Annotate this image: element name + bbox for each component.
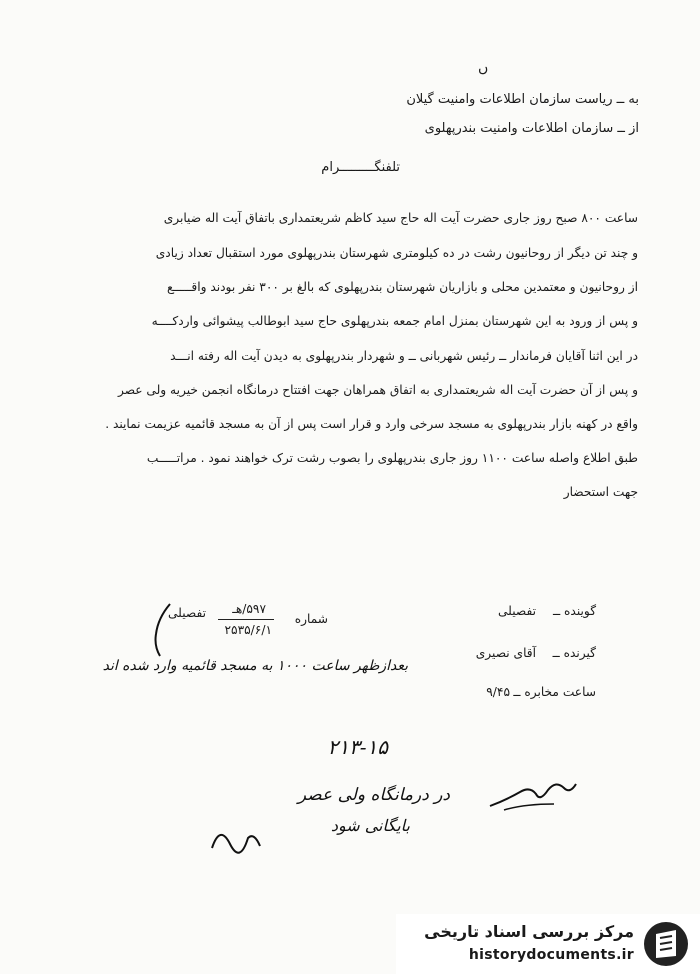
body-line: ساعت ۸۰۰ صبح روز جاری حضرت آیت اله حاج سید کاظم شریعتمداری باتفاق آیت اله ضیابری <box>163 211 638 225</box>
body-line: واقع در کهنه بازار بندرپهلوی به مسجد سرخی وارد و قرار است پس از آن به مسجد قائمیه عزیمت نمایند . <box>105 417 638 431</box>
fraction-line <box>218 619 274 620</box>
body-line: و چند تن دیگر از روحانیون رشت در ده کیلومتری شهرستان بندرپهلوی مورد استقبال تعداد زیادی <box>155 246 638 260</box>
number-value: ۵۹۷/هـ <box>232 602 266 616</box>
receiver-value: آقای نصیری <box>475 646 536 660</box>
body-line: از روحانیون و معتمدین محلی و بازاریان شهرستان بندرپهلوی که بالغ بر ۳۰۰ نفر بودند واقـــــع <box>167 280 638 294</box>
body-line: و پس از آن حضرت آیت اله شریعتمداری به اتفاق همراهان جهت افتتاح درمانگاه انجمن خیریه ولی عصر <box>117 383 638 397</box>
footer-watermark <box>396 914 700 974</box>
body-line: در این اثنا آقایان فرماندار ــ رئیس شهربانی ــ و شهردار بندرپهلوی به دیدن آیت اله رفته انـــد <box>170 349 638 363</box>
body-line: جهت استحضار <box>563 485 638 499</box>
body-line: طبق اطلاع واصله ساعت ۱۱۰۰ روز جاری بندرپهلوی را بصوب رشت ترک خواهند نمود . مراتـــــب <box>146 451 638 465</box>
handwritten-line-2: بایگانی شود <box>330 816 410 835</box>
handwritten-code: ۲۱۳-۱۵ <box>327 735 388 759</box>
handwritten-line-1: در درمانگاه ولی عصر <box>297 785 450 805</box>
number-label: شماره <box>294 612 328 626</box>
archive-logo-icon <box>642 920 690 968</box>
number-mode: تفصیلی <box>168 606 206 620</box>
time-label: ساعت مخابره ــ <box>513 685 596 699</box>
handwritten-scribble <box>206 818 266 858</box>
number-date: ۲۵۳۵/۶/۱ <box>224 623 272 637</box>
signature <box>484 770 580 816</box>
speaker-label: گوینده ــ <box>553 604 596 618</box>
footer-url[interactable]: historydocuments.ir <box>468 947 634 963</box>
checkmark-icon <box>140 600 180 660</box>
corner-mark: ں <box>478 60 489 76</box>
receiver-label: گیرنده ــ <box>552 646 596 660</box>
header-from: از ــ سازمان اطلاعات وامنیت بندرپهلوی <box>424 121 639 136</box>
handwritten-note: بعدازظهر ساعت ۱۰۰۰ به مسجد قائمیه وارد شده اند <box>102 658 408 674</box>
footer-org-name: مرکز بررسی اسناد تاریخی <box>424 922 634 941</box>
speaker-value: تفصیلی <box>498 604 536 618</box>
header-to: به ــ ریاست سازمان اطلاعات وامنیت گیلان <box>406 92 639 107</box>
body-line: و پس از ورود به این شهرستان بمنزل امام جمعه بندرپهلوی حاج سید ابوطالب پیشوائی واردکــــه <box>151 314 638 328</box>
time-value: ۹/۴۵ <box>486 685 510 699</box>
document-title: تلفنگـــــــــرام <box>321 160 400 175</box>
